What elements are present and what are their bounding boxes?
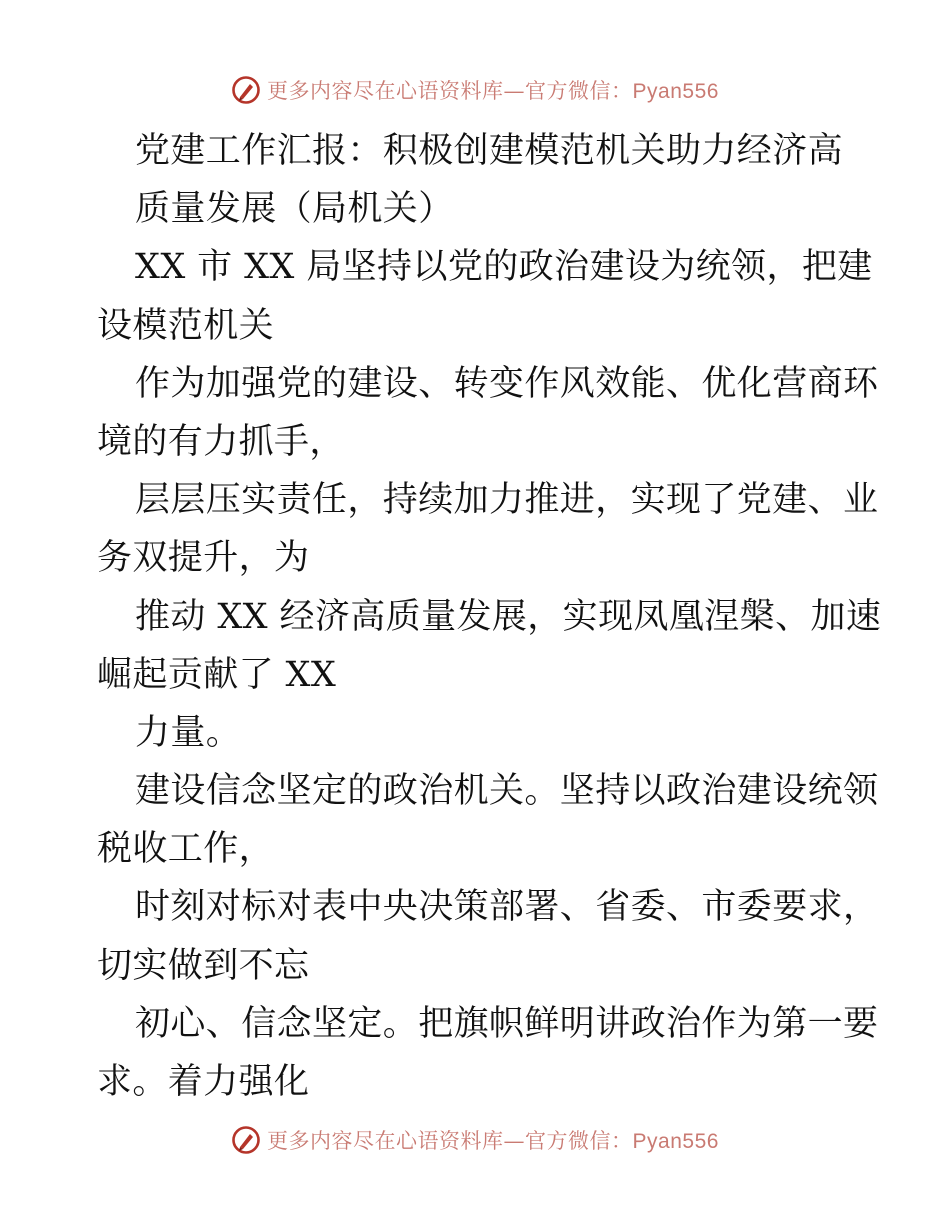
text-line: 求。着力强化 xyxy=(97,1062,310,1102)
pen-logo-icon xyxy=(231,1125,261,1155)
text-line: XX 市 XX 局坚持以党的政治建设为统领，把建 xyxy=(135,247,873,288)
text-line: 建设信念坚定的政治机关。坚持以政治建设统领 xyxy=(135,771,879,812)
text-line: 时刻对标对表中央决策部署、省委、市委要求， xyxy=(135,887,879,928)
banner-text: 更多内容尽在心语资料库—官方微信： xyxy=(267,79,633,103)
text-line: 层层压实责任，持续加力推进，实现了党建、业 xyxy=(135,480,879,521)
pen-logo-icon xyxy=(231,75,261,105)
footer-banner xyxy=(0,1120,950,1160)
wechat-id: Pyan556 xyxy=(632,1130,719,1153)
text-line: 设模范机关 xyxy=(97,305,275,346)
text-line: 推动 XX 经济高质量发展，实现凤凰涅槃、加速 xyxy=(135,596,882,637)
text-line: 初心、信念坚定。把旗帜鲜明讲政治作为第一要 xyxy=(135,1003,879,1044)
document-body xyxy=(97,122,882,1111)
text-line: 切实做到不忘 xyxy=(97,945,310,986)
text-line: 崛起贡献了 XX xyxy=(97,654,337,695)
text-line: 务双提升，为 xyxy=(97,538,310,579)
header-banner xyxy=(0,70,950,110)
text-line: 力量。 xyxy=(135,712,242,753)
text-line: 境的有力抓手， xyxy=(97,421,345,462)
text-line: 作为加强党的建设、转变作风效能、优化营商环 xyxy=(135,363,879,404)
title-line-1: 党建工作汇报：积极创建模范机关助力经济高 xyxy=(135,131,844,171)
banner-text: 更多内容尽在心语资料库—官方微信： xyxy=(267,1129,633,1153)
title-line-2: 质量发展（局机关） xyxy=(135,189,454,230)
text-line: 税收工作， xyxy=(97,829,275,870)
wechat-id: Pyan556 xyxy=(632,80,719,103)
